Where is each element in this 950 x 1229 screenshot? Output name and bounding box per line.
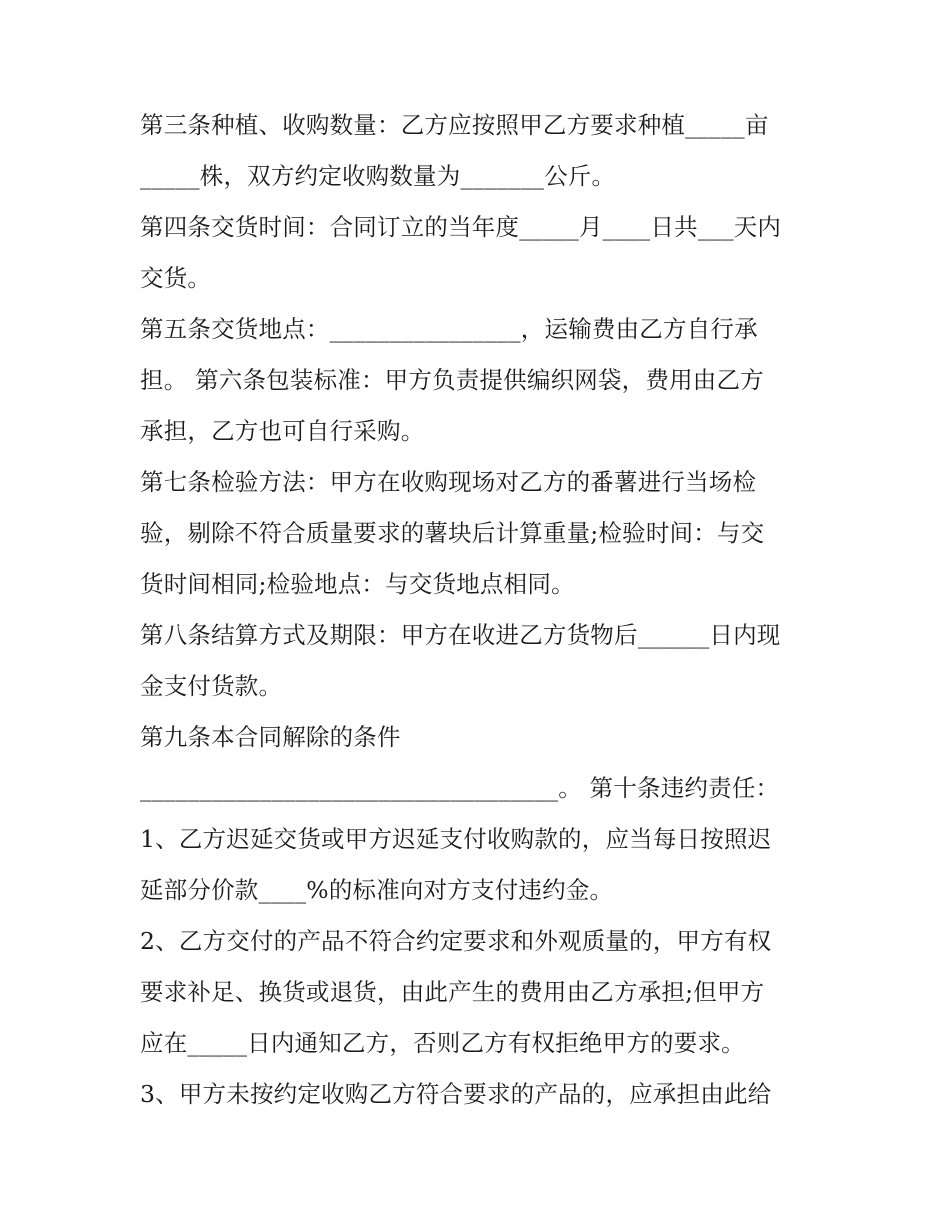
text-line: 验，剔除不符合质量要求的薯块后计算重量;检验时间：与交 xyxy=(140,519,765,547)
text-line: 第八条结算方式及期限：甲方在收进乙方货物后______日内现 xyxy=(140,621,781,649)
text-line: 第四条交货时间：合同订立的当年度_____月____日共___天内 xyxy=(140,213,782,241)
text-line: 承担，乙方也可自行采购。 xyxy=(140,417,425,445)
contract-body-text xyxy=(140,100,830,1120)
text-line: 交货。 xyxy=(140,264,212,292)
text-line: 担。 第六条包装标准：甲方负责提供编织网袋，费用由乙方 xyxy=(140,366,764,394)
text-line: 要求补足、换货或退货，由此产生的费用由乙方承担;但甲方 xyxy=(140,978,765,1006)
text-line: 第三条种植、收购数量：乙方应按照甲乙方要求种植_____亩 xyxy=(140,111,769,139)
text-line: 2、乙方交付的产品不符合约定要求和外观质量的，甲方有权 xyxy=(140,927,772,955)
text-line: _____株，双方约定收购数量为_______公斤。 xyxy=(140,162,616,190)
text-line: 货时间相同;检验地点：与交货地点相同。 xyxy=(140,570,575,598)
text-line: 第九条本合同解除的条件 xyxy=(140,723,401,751)
text-line: 3、甲方未按约定收购乙方符合要求的产品的，应承担由此给 xyxy=(140,1080,772,1108)
text-line: 第五条交货地点：________________，运输费由乙方自行承 xyxy=(140,315,758,343)
text-line: 延部分价款____%的标准向对方支付违约金。 xyxy=(140,876,614,904)
text-line: 第七条检验方法：甲方在收购现场对乙方的番薯进行当场检 xyxy=(140,468,757,496)
text-line: 1、乙方迟延交货或甲方迟延支付收购款的，应当每日按照迟 xyxy=(140,825,772,853)
text-line: 金支付货款。 xyxy=(140,672,283,700)
text-line: ___________________________________。 第十条违约责任： xyxy=(140,774,780,802)
text-line: 应在_____日内通知乙方，否则乙方有权拒绝甲方的要求。 xyxy=(140,1029,745,1057)
